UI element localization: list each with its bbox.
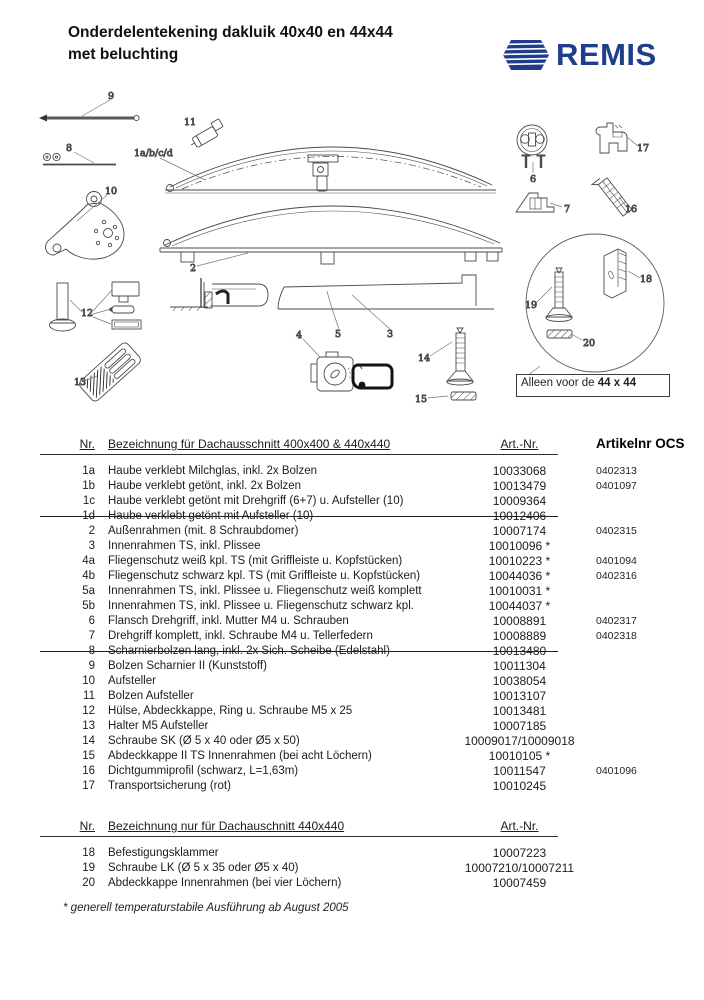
row-description: Drehgriff komplett, inkl. Schraube M4 u. Tellerfedern [108, 630, 373, 642]
row-art-nr: 10044036 * [488, 569, 551, 583]
page-title [68, 22, 393, 66]
row-nr: 12 [82, 705, 95, 717]
row-art-nr: 10010031 * [488, 584, 551, 598]
row-art-nr: 10013480 [492, 644, 547, 658]
row-nr: 8 [88, 645, 95, 657]
row-description: Dichtgummiprofil (schwarz, L=1,63m) [108, 765, 299, 777]
callout-2: 2 [190, 263, 197, 274]
parts-table2-header [0, 818, 704, 837]
row-art-nr: 10007459 [492, 876, 547, 890]
col2-header-description: Bezeichnung nur für Dachauschnitt 440x440 [108, 819, 345, 833]
note-box-size: 44 x 44 [597, 377, 637, 389]
row-art-nr: 10044037 * [488, 599, 551, 613]
row-art-nr: 10011304 [493, 659, 546, 673]
table-row [0, 584, 704, 599]
row-art-nr: 10008889 [492, 629, 547, 643]
row-description: Außenrahmen (mit. 8 Schraubdomer) [108, 525, 299, 537]
part-17-transport-lock [596, 123, 638, 153]
row-ocs-nr: 0402315 [596, 525, 637, 537]
callout-17: 17 [637, 143, 650, 154]
row-art-nr: 10009017/10009018 [464, 734, 575, 748]
col2-header-nr: Nr. [79, 819, 95, 833]
row-nr: 17 [82, 780, 95, 792]
row-ocs-nr [592, 659, 704, 674]
part-2-outer-frame [160, 206, 502, 266]
row-nr: 4b [82, 570, 95, 582]
row-description: Innenrahmen TS, inkl. Plissee u. Fliegenschutz weiß komplett [108, 585, 422, 597]
table-row [0, 644, 704, 659]
table-row [0, 861, 704, 876]
row-art-nr: 10011547 [493, 764, 546, 778]
part-9-hinge-rod [39, 100, 139, 122]
row-description: Bolzen Scharnier II (Kunststoff) [108, 660, 267, 672]
table-row [0, 524, 704, 539]
footnote: * generell temperaturstabile Ausführung ab August 2005 [63, 902, 349, 914]
row-nr: 3 [88, 540, 95, 552]
row-art-nr: 10010223 * [488, 554, 551, 568]
row-nr: 1c [82, 495, 95, 507]
row-nr: 16 [82, 765, 95, 777]
row-art-nr: 10007185 [492, 719, 547, 733]
row-ocs-nr [592, 779, 704, 794]
row-art-nr: 10007223 [492, 846, 547, 860]
part-6-flange [517, 125, 547, 173]
part-4-flange-handle [303, 339, 392, 391]
row-ocs-nr [592, 509, 704, 524]
row-description: Befestigungsklammer [108, 847, 219, 859]
row-nr: 19 [82, 862, 95, 874]
row-description: Schraube LK (Ø 5 x 35 oder Ø5 x 40) [108, 862, 299, 874]
table-row [0, 779, 704, 794]
callout-7: 7 [564, 204, 571, 215]
row-nr: 15 [82, 750, 95, 762]
part-12-screw-set [50, 282, 142, 331]
row-ocs-nr: 0402316 [596, 570, 637, 582]
part-7-handle-mount [516, 193, 562, 212]
row-description: Fliegenschutz schwarz kpl. TS (mit Griffleiste u. Kopfstücken) [108, 570, 421, 582]
row-nr: 4a [82, 555, 95, 567]
row-art-nr: 10010245 [492, 779, 547, 793]
table-row [0, 509, 704, 524]
row-art-nr: 10013481 [492, 704, 547, 718]
row-description: Innenrahmen TS, inkl. Plissee u. Fliegenschutz schwarz kpl. [108, 600, 414, 612]
row-nr: 18 [82, 847, 95, 859]
callout-11: 11 [184, 117, 197, 128]
table-row [0, 764, 704, 779]
col-header-description: Bezeichnung für Dachausschnitt 400x400 & 440x440 [108, 437, 391, 451]
detail-circle-44x44 [526, 234, 664, 376]
row-ocs-nr [592, 674, 704, 689]
table-row [0, 674, 704, 689]
row-nr: 1a [82, 465, 95, 477]
row-description: Aufsteller [108, 675, 156, 687]
callout-18: 18 [640, 274, 653, 285]
note-box-44x44 [516, 374, 670, 397]
row-ocs-nr [592, 734, 704, 749]
row-art-nr: 10008891 [492, 614, 547, 628]
title-line-1: Onderdelentekening dakluik 40x40 en 44x44 [68, 24, 393, 41]
table-row [0, 876, 704, 891]
row-art-nr: 10013479 [492, 479, 547, 493]
row-nr: 1d [82, 510, 95, 522]
callout-6: 6 [530, 174, 537, 185]
row-nr: 14 [82, 735, 95, 747]
callout-8: 8 [66, 143, 73, 154]
table-row [0, 749, 704, 764]
row-description: Flansch Drehgriff, inkl. Mutter M4 u. Schrauben [108, 615, 349, 627]
table-row [0, 464, 704, 479]
table-row [0, 494, 704, 509]
callout-hood-1abcd: 1a/b/c/d [134, 148, 173, 159]
row-ocs-nr [592, 876, 704, 891]
table-row [0, 846, 704, 861]
callout-20: 20 [583, 338, 596, 349]
part-10-lifter-arm [46, 192, 124, 260]
parts-table-400-440 [0, 436, 704, 794]
row-ocs-nr [592, 539, 704, 554]
row-art-nr: 10013107 [492, 689, 547, 703]
table-row [0, 704, 704, 719]
table-row [0, 629, 704, 644]
row-art-nr: 10012406 [492, 509, 547, 523]
remis-logo-text: REMIS [556, 37, 657, 72]
remis-logo-icon [503, 38, 549, 72]
note-box-text: Alleen voor de [521, 377, 598, 389]
row-ocs-nr: 0401097 [596, 480, 637, 492]
table-row [0, 689, 704, 704]
callout-14: 14 [418, 353, 431, 364]
row-description: Hülse, Abdeckkappe, Ring u. Schraube M5 x 25 [108, 705, 353, 717]
remis-logo [503, 38, 657, 72]
part-1-hood [160, 147, 496, 193]
row-ocs-nr: 0402313 [596, 465, 637, 477]
row-ocs-nr [592, 704, 704, 719]
row-art-nr: 10038054 [492, 674, 547, 688]
row-nr: 11 [83, 690, 95, 702]
row-nr: 13 [82, 720, 95, 732]
part-15-cap [428, 392, 476, 400]
col-header-art-nr: Art.-Nr. [500, 437, 539, 451]
part-3-5-inner-frame [170, 275, 494, 330]
callout-3: 3 [387, 329, 394, 340]
row-art-nr: 10007210/10007211 [464, 861, 575, 875]
row-ocs-nr [592, 584, 704, 599]
row-nr: 2 [88, 525, 95, 537]
col-header-nr: Nr. [79, 437, 95, 451]
row-ocs-nr [592, 846, 704, 861]
callout-15: 15 [415, 394, 428, 405]
parts-table-body [0, 464, 704, 794]
table-row [0, 554, 704, 569]
row-nr: 1b [82, 480, 95, 492]
table-row [0, 539, 704, 554]
row-nr: 7 [88, 630, 95, 642]
table-row [0, 659, 704, 674]
row-description: Haube verklebt getönt mit Drehgriff (6+7) u. Aufsteller (10) [108, 495, 404, 507]
callout-16: 16 [625, 204, 638, 215]
callout-9: 9 [108, 91, 115, 102]
row-ocs-nr [592, 719, 704, 734]
parts-table-440-only [0, 818, 704, 891]
row-ocs-nr: 0402317 [596, 615, 637, 627]
callout-13: 13 [74, 377, 87, 388]
col-header-artikelnr-ocs: Artikelnr OCS [596, 436, 685, 451]
row-ocs-nr [592, 749, 704, 764]
col2-header-art-nr: Art.-Nr. [500, 819, 539, 833]
callout-10: 10 [105, 186, 118, 197]
row-nr: 5b [82, 600, 95, 612]
part-14-screw [430, 328, 473, 385]
row-description: Haube verklebt getönt mit Aufsteller (10) [108, 510, 314, 522]
table-row [0, 614, 704, 629]
callout-19: 19 [525, 300, 538, 311]
row-ocs-nr [592, 689, 704, 704]
row-description: Halter M5 Aufsteller [108, 720, 209, 732]
row-ocs-nr [592, 644, 704, 659]
row-description: Fliegenschutz weiß kpl. TS (mit Griffleiste u. Kopfstücken) [108, 555, 403, 567]
row-art-nr: 10033068 [492, 464, 547, 478]
row-description: Bolzen Aufsteller [108, 690, 194, 702]
row-art-nr: 10009364 [492, 494, 547, 508]
table-row [0, 599, 704, 614]
row-ocs-nr: 0401096 [596, 765, 637, 777]
table-row [0, 479, 704, 494]
row-nr: 10 [82, 675, 95, 687]
row-description: Abdeckkappe II TS Innenrahmen (bei acht Löchern) [108, 750, 372, 762]
row-description: Haube verklebt Milchglas, inkl. 2x Bolzen [108, 465, 318, 477]
parts-table2-body [0, 846, 704, 891]
callout-4: 4 [296, 330, 303, 341]
row-art-nr: 10010096 * [488, 539, 551, 553]
table-row [0, 734, 704, 749]
row-nr: 5a [82, 585, 95, 597]
row-description: Scharnierbolzen lang, inkl. 2x Sich. Scheibe (Edelstahl) [108, 645, 390, 657]
row-ocs-nr [592, 861, 704, 876]
row-ocs-nr [592, 494, 704, 509]
table-row [0, 719, 704, 734]
callout-12: 12 [81, 308, 94, 319]
part-8-hinge-pin [43, 152, 116, 165]
part-13-holder [78, 341, 143, 403]
row-description: Innenrahmen TS, inkl. Plissee [108, 540, 261, 552]
row-nr: 20 [82, 877, 95, 889]
table-row [0, 569, 704, 584]
row-description: Schraube SK (Ø 5 x 40 oder Ø5 x 50) [108, 735, 300, 747]
row-ocs-nr: 0402318 [596, 630, 637, 642]
row-nr: 9 [88, 660, 95, 672]
row-art-nr: 10010105 * [488, 749, 551, 763]
callout-5: 5 [335, 329, 342, 340]
title-line-2: met beluchting [68, 46, 179, 63]
row-ocs-nr [592, 599, 704, 614]
row-description: Transportsicherung (rot) [108, 780, 231, 792]
row-nr: 6 [88, 615, 95, 627]
parts-table-header [0, 436, 704, 455]
row-description: Abdeckkappe Innenrahmen (bei vier Löchern) [108, 877, 342, 889]
row-description: Haube verklebt getönt, inkl. 2x Bolzen [108, 480, 302, 492]
row-ocs-nr: 0401094 [596, 555, 637, 567]
row-art-nr: 10007174 [492, 524, 547, 538]
